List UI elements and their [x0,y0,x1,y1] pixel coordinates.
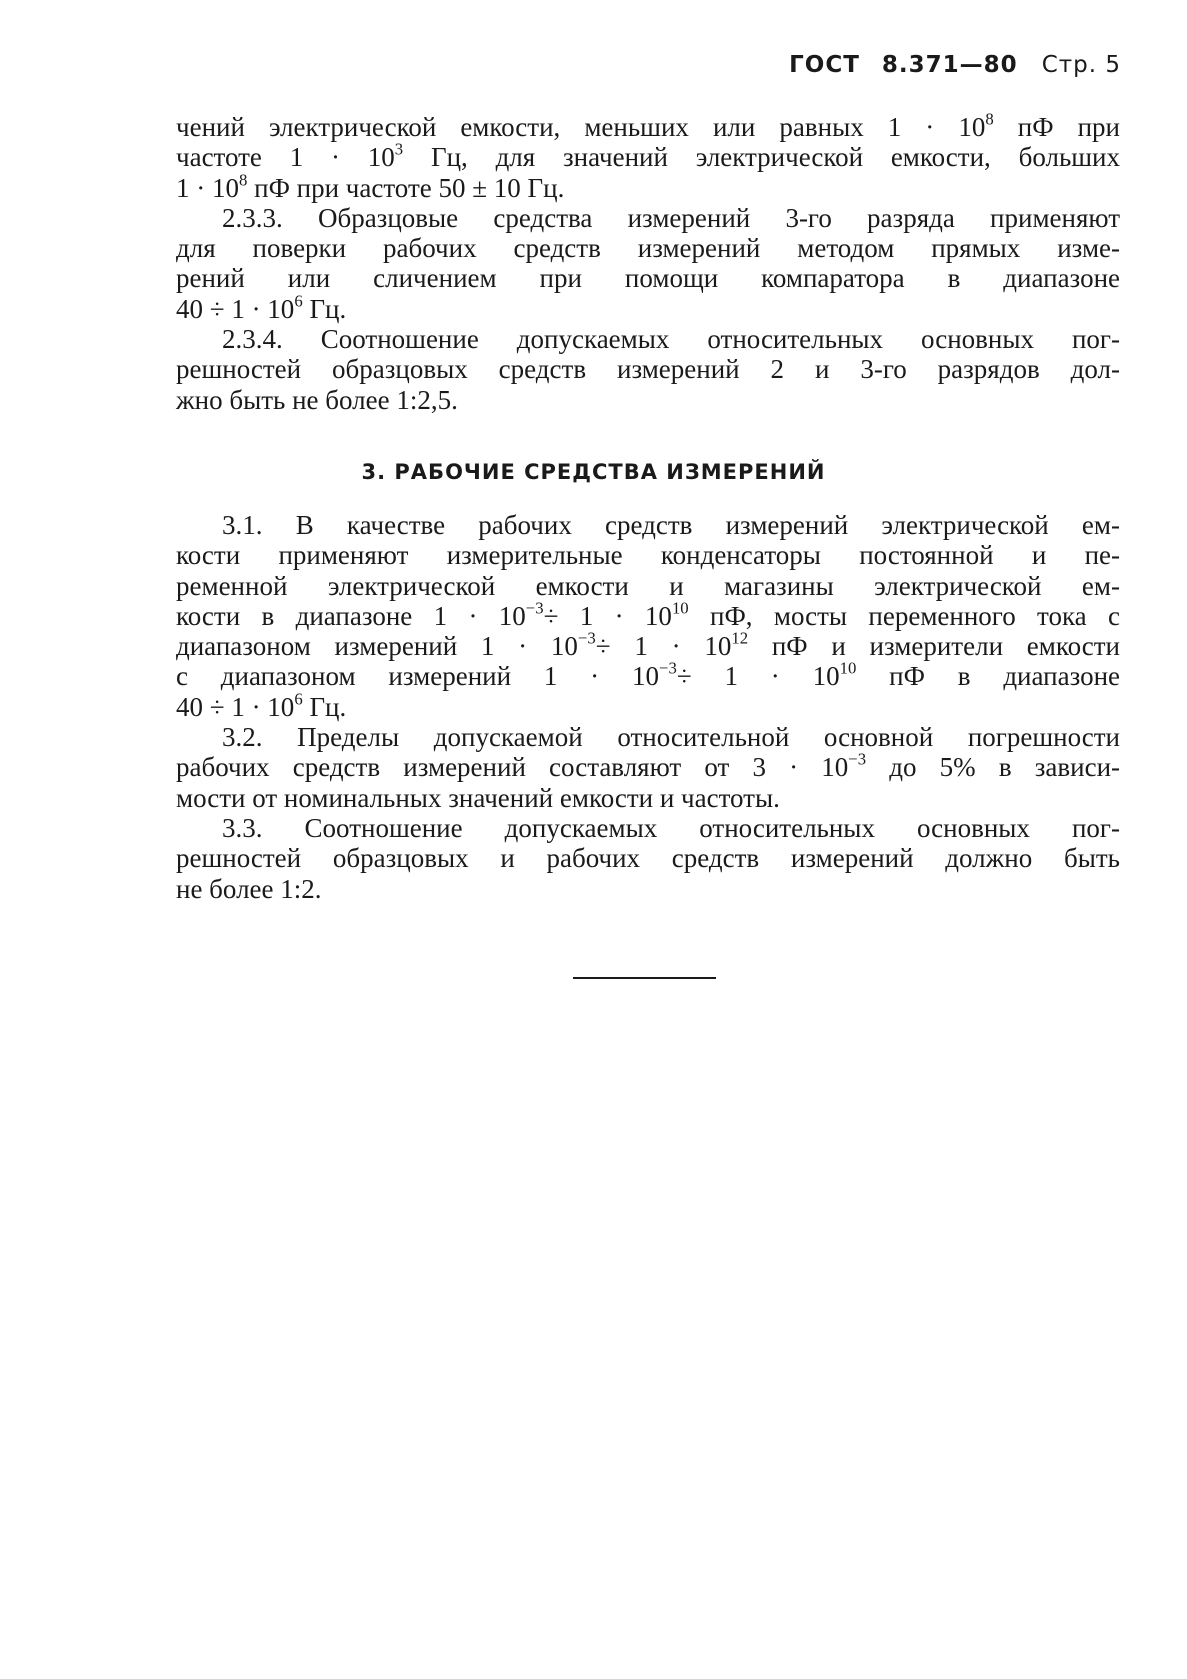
paragraph-3-3 [176,813,1120,904]
text-line: решностей образцовых и рабочих средств измерений должно быть [176,843,1120,874]
standard-label: ГОСТ [789,52,860,78]
text-line: ременной электрической емкости и магазины электрической ем- [176,570,1120,601]
text-line: $40 \div 1 \cdot 10^6$ Гц. [176,689,347,722]
page-number: Стр. 5 [1041,52,1121,78]
standard-code: 8.371—80 [881,52,1018,78]
text-line: $40 \div 1 \cdot 10^6$ Гц. [176,291,347,324]
paragraph-3-2 [176,722,1120,813]
text-line: кости в диапазоне $1 \cdot 10^{-3}\div 1 \cdot 10^{10}$ пФ, мосты переменного тока с [176,598,1120,631]
paragraph-2-3-3 [176,203,1120,324]
text-line: не более 1:2. [176,873,322,904]
section-2-tail [176,109,1120,415]
paragraph-3-1 [176,510,1120,722]
text-line: 2.3.3. Образцовые средства измерений 3-го разряда применяют [222,202,1120,233]
text-line: с диапазоном измерений $1 \cdot 10^{-3}\div 1 \cdot 10^{10}$ пФ в диапазоне [176,658,1121,692]
text-line: мости от номинальных значений емкости и частоты. [176,782,780,813]
paragraph-2-3-4 [176,324,1120,415]
text-line: 3.2. Пределы допускаемой относительной основной погрешности [222,722,1120,753]
running-header [789,52,1121,78]
section-heading: 3. РАБОЧИЕ СРЕДСТВА ИЗМЕРЕНИЙ [361,460,826,484]
text-line: жно быть не более 1:2,5. [176,384,458,415]
text-line: кости применяют измерительные конденсаторы постоянной и пе- [176,540,1120,571]
text-line: решностей образцовых средств измерений 2 и 3-го разрядов дол- [176,354,1120,385]
text-line: диапазоном измерений $1 \cdot 10^{-3}\div 1 \cdot 10^{12}$ пФ и измерители емкости [176,628,1120,662]
text-line: частоте $1 \cdot 10^3$ Гц, для значений электрической емкости, больших [176,139,1120,173]
text-line: 3.1. В качестве рабочих средств измерений электрической ем- [222,510,1120,540]
end-rule-divider [573,977,716,979]
text-line: рений или сличением при помощи компаратора в диапазоне [176,263,1120,294]
section-3-body [176,510,1120,904]
text-line: 2.3.4. Соотношение допускаемых относительных основных пог- [222,324,1120,355]
text-line: рабочих средств измерений составляют от $3 \cdot 10^{-3}$ до 5% в зависи- [176,749,1121,783]
text-line: для поверки рабочих средств измерений методом прямых изме- [176,233,1120,264]
text-line: $1 \cdot 10^8$ пФ при частоте 50 ± 10 Гц. [176,169,565,203]
text-line: чений электрической емкости, меньших или равных $1 \cdot 10^8$ пФ при [176,109,1120,142]
paragraph-continuation [176,109,1120,203]
text-line: 3.3. Соотношение допускаемых относительных основных пог- [222,812,1120,843]
